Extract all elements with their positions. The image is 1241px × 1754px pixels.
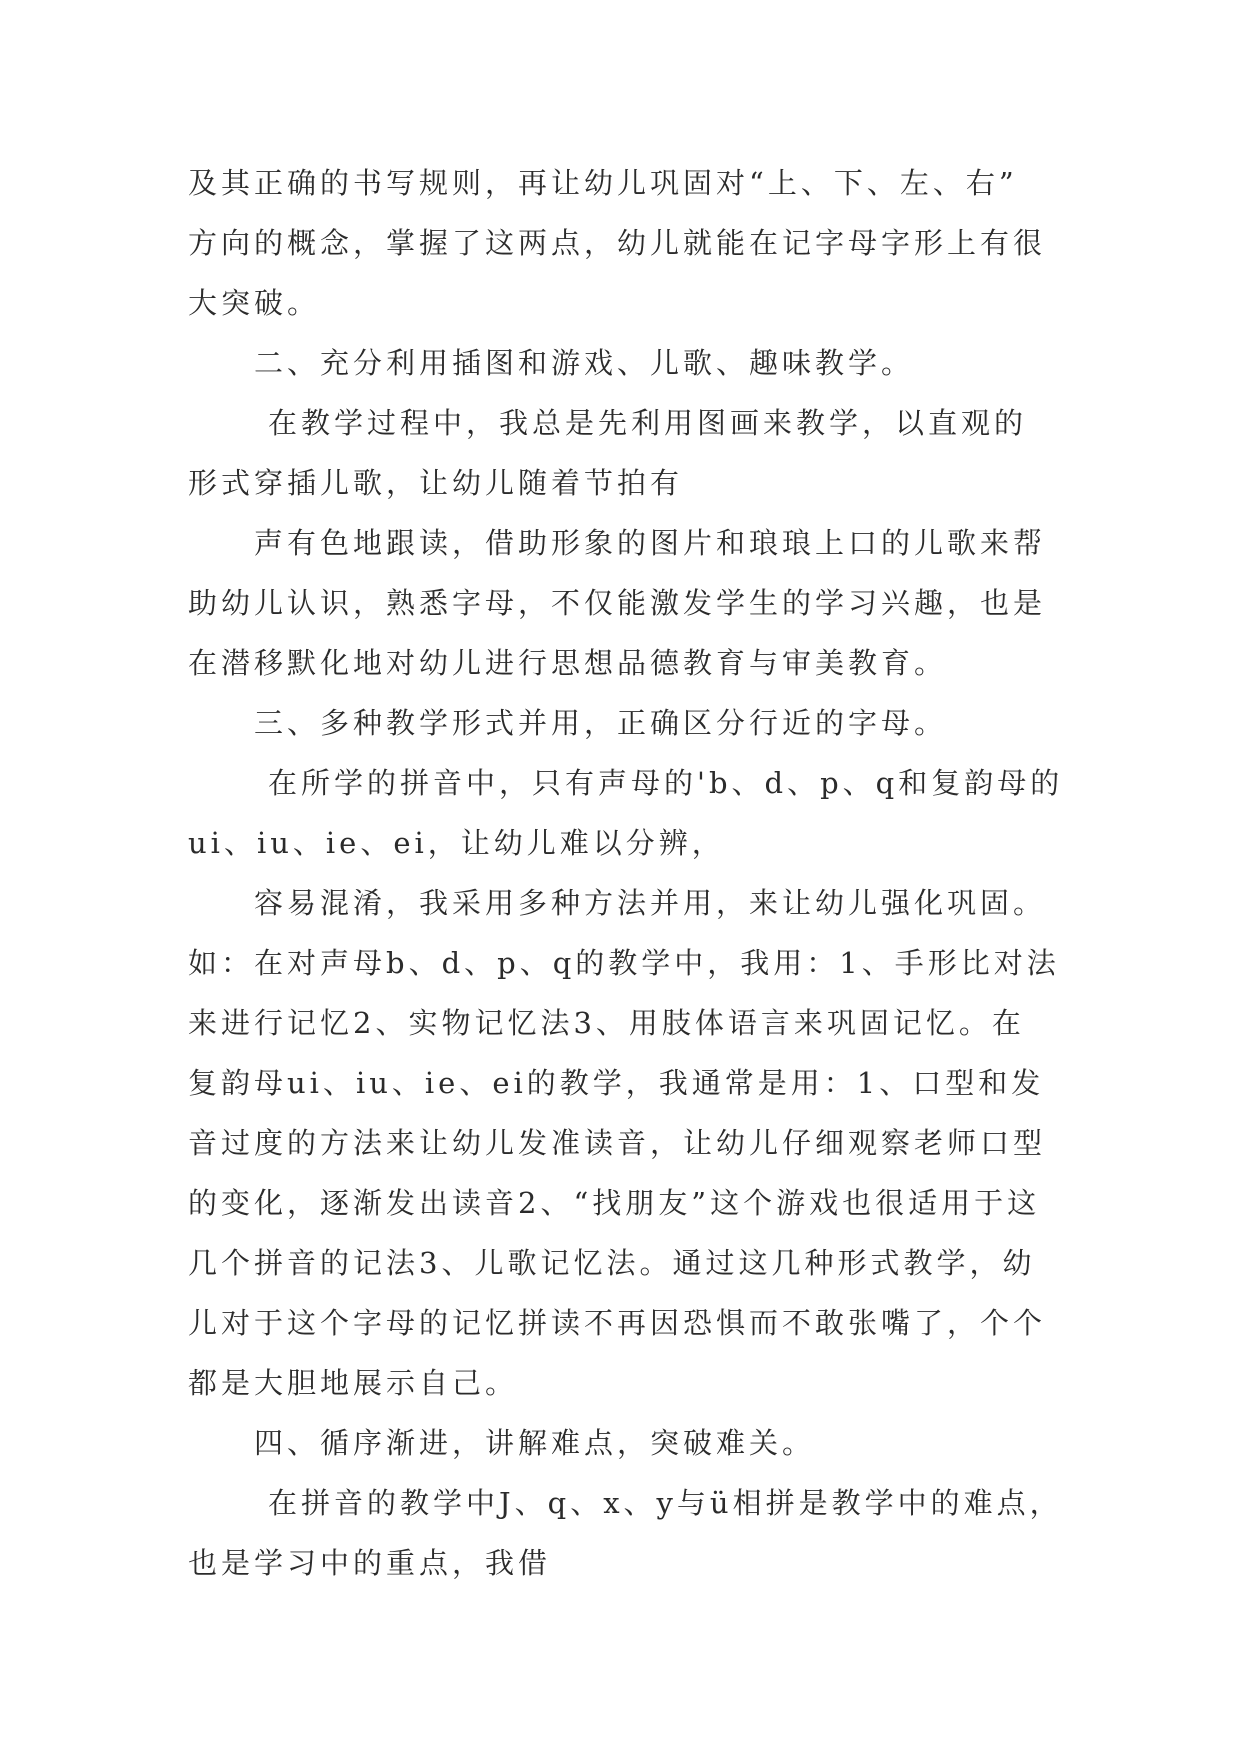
text-line: 方向的概念，掌握了这两点，幼儿就能在记字母字形上有很 [188, 226, 1047, 260]
text-line: 的变化，逐渐发出读音2、“找朋友”这个游戏也很适用于这 [188, 1186, 1041, 1220]
text-line: ui、iu、ie、ei，让幼儿难以分辨， [188, 826, 725, 860]
text-line: 在教学过程中，我总是先利用图画来教学，以直观的 [268, 406, 1028, 440]
text-line: 儿对于这个字母的记忆拼读不再因恐惧而不敢张嘴了，个个 [188, 1306, 1047, 1340]
text-line: 容易混淆，我采用多种方法并用，来让幼儿强化巩固。 [254, 886, 1047, 920]
text-line: 在所学的拼音中，只有声母的'b、d、p、q和复韵母的 [268, 766, 1064, 800]
text-line: 如：在对声母b、d、p、q的教学中，我用：1、手形比对法 [188, 946, 1060, 980]
text-line: 来进行记忆2、实物记忆法3、用肢体语言来巩固记忆。在 [188, 1006, 1025, 1040]
text-line: 及其正确的书写规则，再让幼儿巩固对“上、下、左、右” [188, 166, 1018, 200]
document-body [188, 153, 1068, 1593]
section-heading: 四、循序渐进，讲解难点，突破难关。 [254, 1426, 816, 1460]
text-line: 大突破。 [188, 286, 321, 320]
text-line: 在拼音的教学中J、q、x、y与ü相拼是教学中的难点， [268, 1486, 1063, 1520]
text-line: 也是学习中的重点，我借 [188, 1546, 552, 1580]
text-line: 几个拼音的记法3、儿歌记忆法。通过这几种形式教学，幼 [188, 1246, 1036, 1280]
text-line: 音过度的方法来让幼儿发准读音，让幼儿仔细观察老师口型 [188, 1126, 1047, 1160]
text-line: 都是大胆地展示自己。 [188, 1366, 519, 1400]
text-line: 在潜移默化地对幼儿进行思想品德教育与审美教育。 [188, 646, 948, 680]
text-line: 助幼儿认识，熟悉字母，不仅能激发学生的学习兴趣，也是 [188, 586, 1047, 620]
text-line: 声有色地跟读，借助形象的图片和琅琅上口的儿歌来帮 [254, 526, 1047, 560]
text-line: 复韵母ui、iu、ie、ei的教学，我通常是用：1、口型和发 [188, 1066, 1045, 1100]
text-line: 形式穿插儿歌，让幼儿随着节拍有 [188, 466, 684, 500]
section-heading: 三、多种教学形式并用，正确区分行近的字母。 [254, 706, 948, 740]
section-heading: 二、充分利用插图和游戏、儿歌、趣味教学。 [254, 346, 915, 380]
